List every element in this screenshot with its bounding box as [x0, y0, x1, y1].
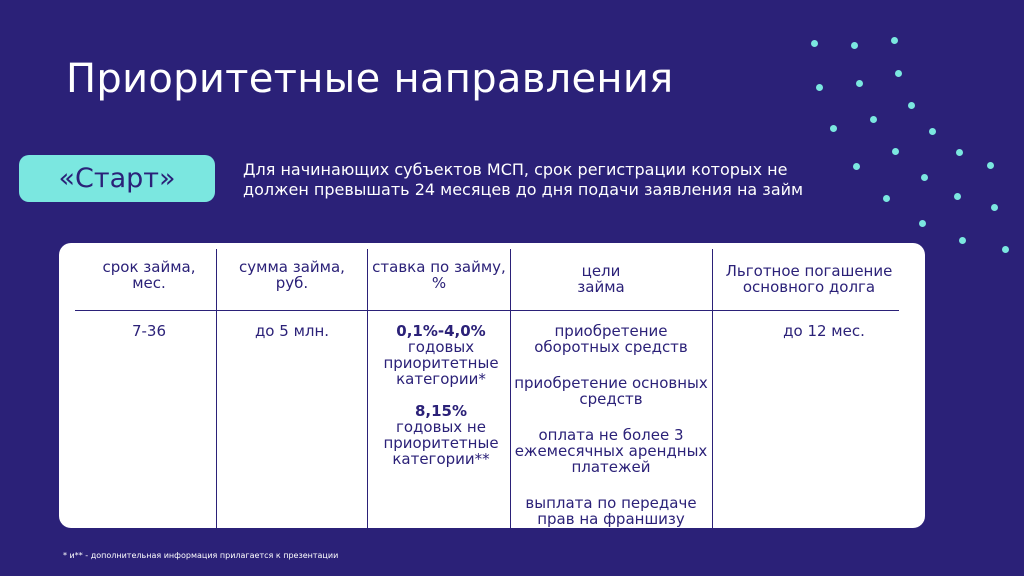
header-goals: цели займа — [577, 262, 625, 296]
decorative-dot — [954, 193, 961, 200]
header-divider — [75, 310, 899, 311]
cell-amount: до 5 млн. — [254, 322, 330, 340]
program-name: «Старт» — [58, 163, 176, 194]
slide-title: Приоритетные направления — [66, 56, 674, 102]
decorative-dot — [929, 128, 936, 135]
decorative-dot — [830, 125, 837, 132]
decorative-dot — [987, 162, 994, 169]
rate-priority-value: 0,1%-4,0% — [396, 322, 486, 340]
cell-grace: до 12 мес. — [783, 322, 865, 340]
goal-item: оплата не более 3 ежемесячных арендных платежей — [514, 426, 708, 476]
header-grace: Льготное погашение основного долга — [725, 262, 893, 296]
header-amount: сумма займа, руб. — [239, 258, 345, 292]
decorative-dot — [991, 204, 998, 211]
decorative-dot — [895, 70, 902, 77]
decorative-dot — [853, 163, 860, 170]
decorative-dot — [811, 40, 818, 47]
decorative-dot — [891, 37, 898, 44]
header-rate: ставка по займу, % — [372, 258, 506, 292]
cell-goals — [512, 323, 710, 547]
goal-item: приобретение основных средств — [514, 374, 708, 408]
decorative-dot — [816, 84, 823, 91]
decorative-dot — [892, 148, 899, 155]
decorative-dot — [959, 237, 966, 244]
rate-nonpriority-value: 8,15% — [414, 402, 468, 420]
decorative-dot — [908, 102, 915, 109]
decorative-dot — [851, 42, 858, 49]
goal-item: выплата по передаче прав на франшизу — [525, 494, 697, 528]
decorative-dot — [921, 174, 928, 181]
rate-nonpriority-text: годовых не приоритетные категории** — [383, 418, 499, 468]
decorative-dot — [956, 149, 963, 156]
header-term: срок займа, мес. — [102, 258, 196, 292]
decorative-dot — [856, 80, 863, 87]
rate-priority-text: годовых приоритетные категории* — [383, 338, 499, 388]
goal-item: приобретение оборотных средств — [534, 322, 688, 356]
decorative-dot — [883, 195, 890, 202]
cell-rate — [377, 323, 505, 467]
program-badge — [19, 155, 215, 202]
conditions-table — [59, 243, 925, 528]
decorative-dot — [919, 220, 926, 227]
column-divider — [712, 249, 713, 528]
decorative-dot — [1002, 246, 1009, 253]
footnote: * и** - дополнительная информация прилагается к презентации — [63, 551, 339, 560]
program-description: Для начинающих субъектов МСП, срок регистрации которых не должен превышать 24 месяцев до дня подачи заявления на займ — [243, 160, 804, 199]
column-divider — [216, 249, 217, 528]
decorative-dot — [870, 116, 877, 123]
cell-term: 7-36 — [131, 322, 167, 340]
